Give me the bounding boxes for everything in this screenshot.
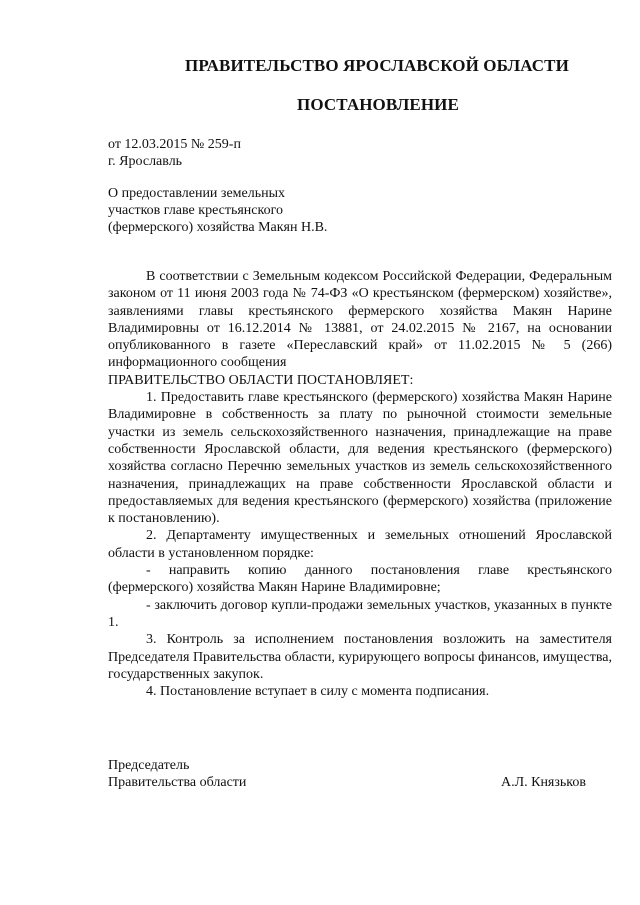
item-2a-paragraph: - направить копию данного постановления главе крестьянского (фермерского) хозяйства Макян Нарине Владимировне;: [108, 563, 612, 596]
signatory-name: А.Л. Князьков: [501, 775, 586, 790]
signature-row: [108, 774, 586, 791]
item-1-paragraph: 1. Предоставить главе крестьянского (фермерского) хозяйства Макян Нарине Владимировне в собственность за плату по рыночной стоимости земельные участки из земель сельскохозяйственного назначения, принадлежащие на праве собственности Ярославской области, для ведения крестьянского (фермерского) хозяйства согласно Перечню земельных участков из земель сельскохозяйственного назначения, принадлежащих на праве собственности Ярославской области и предоставляемых для ведения крестьянского (фермерского) хозяйства (приложение к постановлению).: [108, 390, 612, 527]
item-2-paragraph: 2. Департаменту имущественных и земельных отношений Ярославской области в установленном порядке:: [108, 528, 612, 561]
document-type-heading: ПОСТАНОВЛЕНИЕ: [297, 95, 459, 114]
document-subject: [108, 185, 327, 236]
preamble-paragraph: В соответствии с Земельным кодексом Российской Федерации, Федеральным законом от 11 июня 2003 года № 74-ФЗ «О крестьянском (фермерском) хозяйстве», заявлениями главы крестьянского фермерского хозяйства Макян Нарине Владимировны от 16.12.2014 № 13881, от 24.02.2015 № 2167, на основании опубликованного в газете «Переславский край» от 11.02.2015 № 5 (266) информационного сообщения: [108, 269, 612, 371]
signature-block: [108, 757, 586, 791]
resolves-line: ПРАВИТЕЛЬСТВО ОБЛАСТИ ПОСТАНОВЛЯЕТ:: [108, 372, 414, 388]
item-2b-paragraph: - заключить договор купли-продажи земельных участков, указанных в пункте 1.: [108, 597, 612, 630]
signatory-title-1: Председатель: [108, 758, 190, 773]
subject-line-1: О предоставлении земельных: [108, 186, 286, 201]
subject-line-2: участков главе крестьянского: [108, 203, 283, 218]
document-meta: [108, 136, 241, 170]
subject-line-3: (фермерского) хозяйства Макян Н.В.: [108, 220, 328, 235]
government-heading: ПРАВИТЕЛЬСТВО ЯРОСЛАВСКОЙ ОБЛАСТИ: [185, 56, 569, 75]
item-3-paragraph: 3. Контроль за исполнением постановления возложить на заместителя Председателя Правительства области, курирующего вопросы финансов, имущества, государственных закупок.: [108, 632, 612, 682]
signatory-title-2: Правительства области: [108, 775, 247, 790]
date-number: от 12.03.2015 № 259-п: [108, 137, 241, 152]
city: г. Ярославль: [108, 154, 183, 169]
document-body: [108, 268, 612, 700]
item-4-paragraph: 4. Постановление вступает в силу с момента подписания.: [146, 684, 490, 700]
